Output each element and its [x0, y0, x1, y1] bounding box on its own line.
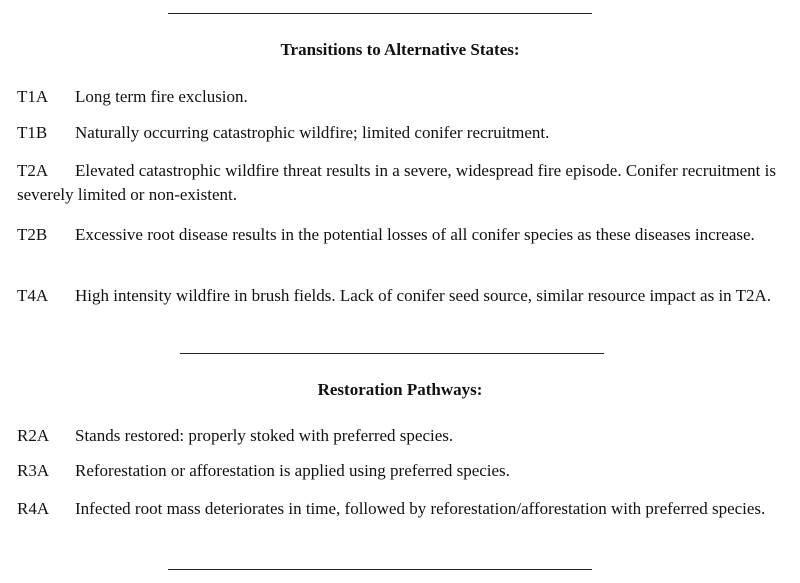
transition-entry-t4a — [17, 284, 782, 308]
restoration-entry-r4a — [17, 497, 782, 521]
entry-text: Excessive root disease results in the potential losses of all conifer species as these diseases increase. — [75, 225, 755, 244]
entry-text: Long term fire exclusion. — [75, 87, 248, 106]
transition-entry-t2a — [17, 159, 782, 207]
middle-divider — [180, 353, 604, 354]
entry-code: R3A — [17, 461, 50, 480]
entry-text: Elevated catastrophic wildfire threat results in a severe, widespread fire episode. Conifer recruitment is severely limited or non-existent. — [17, 161, 776, 204]
top-divider — [168, 13, 592, 14]
entry-code: T4A — [17, 286, 49, 305]
entry-text: Naturally occurring catastrophic wildfire; limited conifer recruitment. — [75, 123, 550, 142]
entry-code: R2A — [17, 426, 50, 445]
bottom-divider — [168, 569, 592, 570]
transitions-heading: Transitions to Alternative States: — [280, 40, 520, 59]
entry-code: R4A — [17, 499, 50, 518]
entry-code: T1A — [17, 87, 49, 106]
entry-text: Infected root mass deteriorates in time, followed by reforestation/afforestation with preferred species. — [75, 499, 766, 518]
transition-entry-t1b — [17, 121, 782, 145]
entry-code: T2B — [17, 225, 48, 244]
transition-entry-t2b — [17, 223, 782, 247]
entry-text: Reforestation or afforestation is applied using preferred species. — [75, 461, 510, 480]
restoration-entry-r3a — [17, 459, 782, 483]
entry-code: T1B — [17, 123, 48, 142]
entry-text: High intensity wildfire in brush fields. Lack of conifer seed source, similar resource impact as in T2A. — [75, 286, 772, 305]
restoration-heading: Restoration Pathways: — [317, 380, 483, 399]
entry-code: T2A — [17, 161, 49, 180]
entry-text: Stands restored: properly stoked with preferred species. — [75, 426, 454, 445]
transition-entry-t1a — [17, 85, 782, 109]
restoration-entry-r2a — [17, 424, 782, 448]
